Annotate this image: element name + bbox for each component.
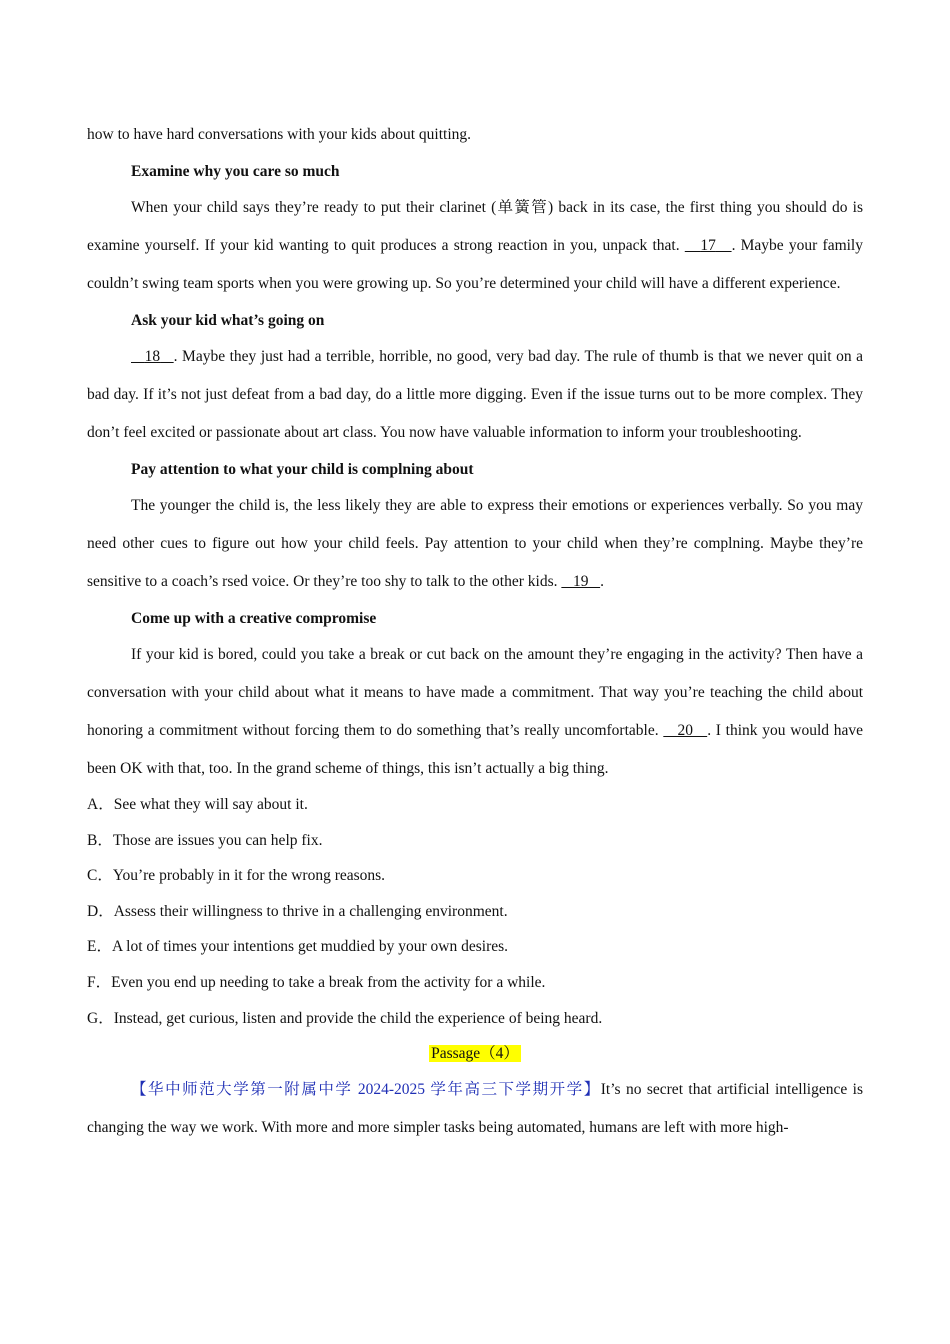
option-g: G．Instead, get curious, listen and provide the child the experience of being heard.: [87, 1009, 603, 1027]
option-b: B．Those are issues you can help fix.: [87, 831, 323, 849]
passage-text: It’s no secret that artificial intelligence is changing the way we work. With more and more simpler tasks being automated, humans are left with more high-: [87, 1080, 863, 1136]
passage-source: 【华中师范大学第一附属中学 2024-2025 学年高三下学期开学】: [131, 1080, 601, 1098]
section-paragraph: [87, 636, 863, 788]
option-a: A．See what they will say about it.: [87, 796, 308, 813]
option-f: F．Even you end up needing to take a break from the activity for a while.: [87, 973, 546, 991]
option-d: D．Assess their willingness to thrive in a challenging environment.: [87, 902, 508, 920]
paragraph-text: When your child says they’re ready to put their clarinet (单簧管) back in its case, the first thing you should do is examine yourself. If your kid wanting to quit produces a strong reaction in you, unpack that.: [87, 199, 863, 254]
option-e: E．A lot of times your intentions get muddied by your own desires.: [87, 938, 509, 956]
option-c: C．You’re probably in it for the wrong reasons.: [87, 867, 386, 885]
paragraph-text: . Maybe they just had a terrible, horrible, no good, very bad day. The rule of thumb is that we never quit on a bad day. If it’s not just defeat from a bad day, do a little more digging. Even if the issue turns out to be more complex. They don’t feel excited or passionate about art class. You now have valuable information to inform your troubleshooting.: [87, 348, 864, 441]
paragraph-text: . Maybe your family couldn’t swing team sports when you were growing up. So you’re determined your child will have a different experience.: [87, 237, 863, 292]
passage-paragraph: [87, 1071, 863, 1147]
section-heading: Examine why you care so much: [131, 163, 340, 180]
paragraph-text: If your kid is bored, could you take a break or cut back on the amount they’re engaging in the activity? Then have a conversation with your child about what it means to have made a commitment. That way you’re teaching the child about honoring a commitment without forcing them to do something that’s really uncomfortable.: [87, 646, 863, 739]
section-paragraph: [87, 338, 863, 452]
section-paragraph: [87, 189, 863, 303]
intro-text: how to have hard conversations with your kids about quitting.: [87, 126, 471, 143]
options-list: [87, 794, 863, 1030]
passage-title-wrap: [87, 1043, 863, 1065]
paragraph-text: The younger the child is, the less likely they are able to express their emotions or experiences verbally. So you may need other cues to figure out how your child feels. Pay attention to your child when they’re complning. Maybe they’re sensitive to a coach’s rsed voice. Or they’re too shy to talk to the other kids.: [87, 497, 863, 590]
blank-20: 20: [677, 722, 693, 739]
paragraph-text: .: [600, 573, 604, 590]
blank-19: 19: [572, 573, 589, 590]
page-content: [87, 116, 863, 1147]
section-heading: Ask your kid what’s going on: [131, 312, 325, 329]
paragraph-text: . I think you would have been OK with that, too. In the grand scheme of things, this isn’t actually a big thing.: [87, 722, 863, 777]
section-heading: Pay attention to what your child is complning about: [131, 461, 474, 478]
section-paragraph: [87, 487, 863, 601]
blank-18: 18: [144, 348, 161, 365]
section-heading: Come up with a creative compromise: [131, 610, 377, 627]
blank-17: 17: [700, 237, 716, 254]
passage-title: Passage（4）: [431, 1044, 519, 1062]
